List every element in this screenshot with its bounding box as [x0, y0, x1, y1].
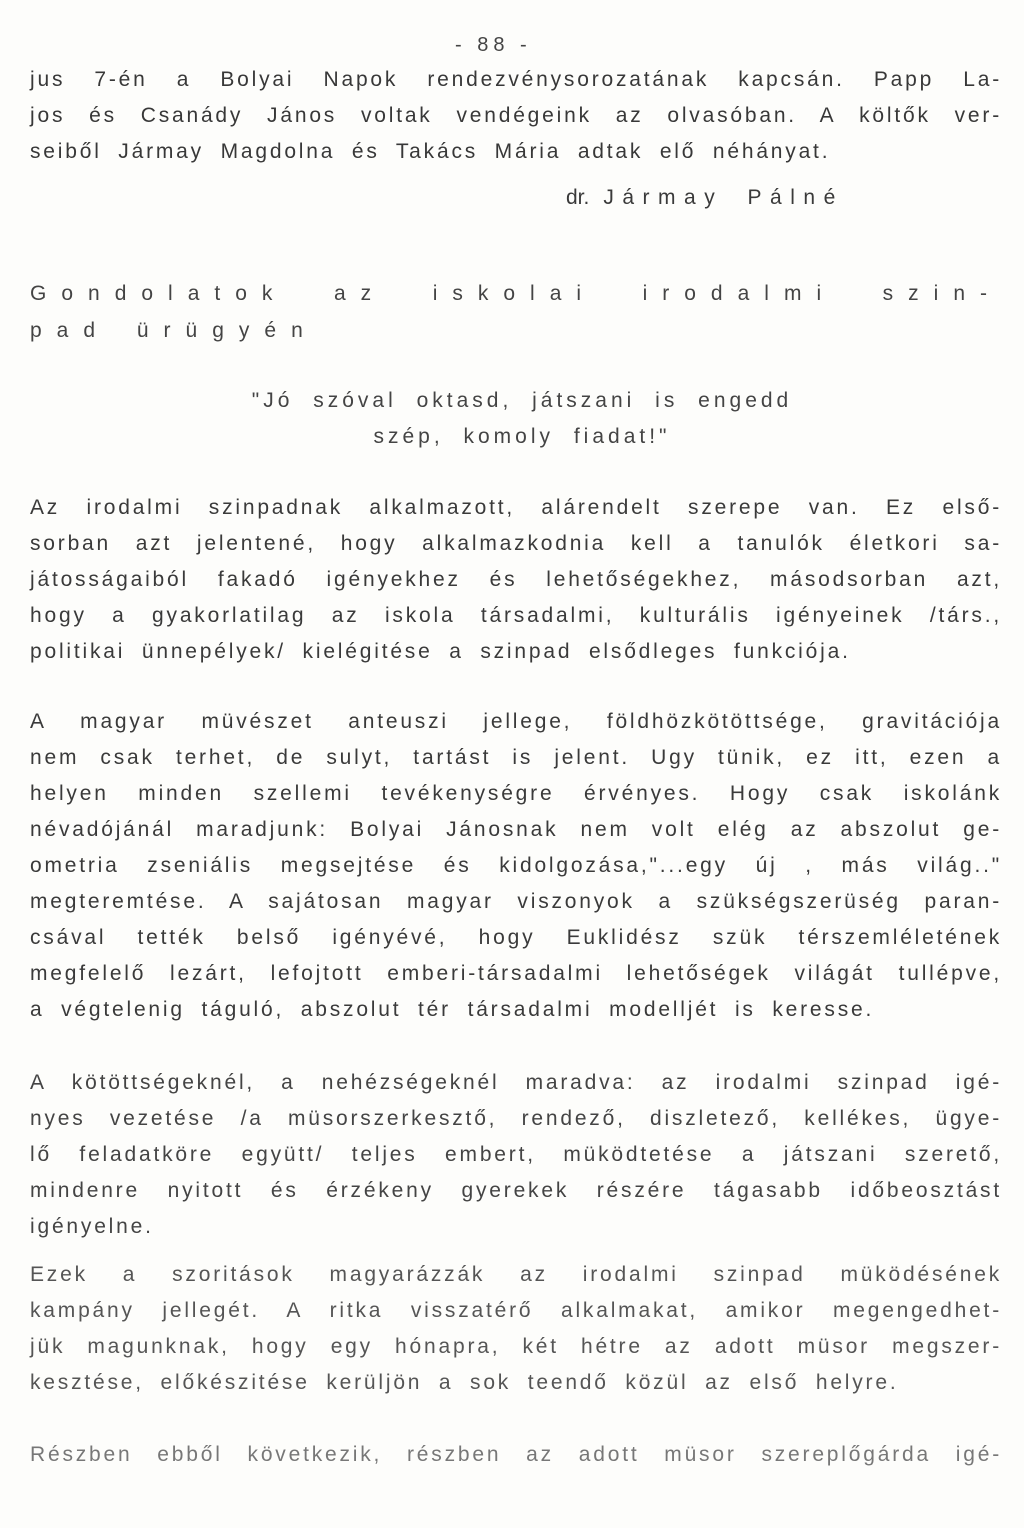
motto-quote: [22, 383, 1022, 455]
text-line: sorban azt jelentené, hogy alkalmazkodnia kell a tanulók életkori sa-: [30, 532, 1002, 555]
text-line: jus 7-én a Bolyai Napok rendezvénysorozatának kapcsán. Papp La-: [30, 68, 1002, 91]
text-line: megteremtése. A sajátosan magyar viszonyok a szükségszerüség paran-: [30, 890, 1002, 913]
paragraph: [30, 1437, 1002, 1473]
text-line: a végtelenig táguló, abszolut tér társadalmi modelljét is keresse.: [30, 998, 875, 1021]
text-line: csával tették belső igényévé, hogy Euklidész szük térszemléletének: [30, 926, 1002, 949]
text-line: kampány jellegét. A ritka visszatérő alkalmakat, amikor megengedhet-: [30, 1299, 1002, 1322]
text-line: megfelelő lezárt, lefojtott emberi-társadalmi lehetőségek világát tullépve,: [30, 962, 1002, 985]
text-line: Részben ebből következik, részben az adott müsor szereplőgárda igé-: [30, 1443, 1002, 1466]
text-line: ometria zseniális megsejtése és kidolgozása,"...egy új , más világ..": [30, 854, 1002, 877]
signature-name: Jármay Pálné: [603, 186, 844, 209]
motto-line: "Jó szóval oktasd, játszani is engedd: [251, 389, 793, 412]
signature-prefix: dr.: [566, 186, 590, 209]
signature: [566, 180, 844, 216]
text-line: játosságaiból fakadó igényekhez és lehetőségekhez, másodsorban azt,: [30, 568, 1002, 591]
page-number: - 88 -: [455, 34, 532, 56]
text-line: A kötöttségeknél, a nehézségeknél maradva: az irodalmi szinpad igé-: [30, 1071, 1002, 1094]
text-line: lő feladatköre együtt/ teljes embert, müködtetése a játszani szerető,: [30, 1143, 1002, 1166]
text-line: Ezek a szoritások magyarázzák az irodalmi szinpad müködésének: [30, 1263, 1002, 1286]
intro-paragraph: [30, 62, 1002, 170]
paragraph: [30, 490, 1002, 670]
text-line: politikai ünnepélyek/ kielégitése a szinpad elsődleges funkciója.: [30, 640, 851, 663]
text-line: helyen minden szellemi tevékenységre érvényes. Hogy csak iskolánk: [30, 782, 1002, 805]
text-line: nyes vezetése /a müsorszerkesztő, rendező, diszletező, kellékes, ügye-: [30, 1107, 1002, 1130]
motto-line: szép, komoly fiadat!": [373, 425, 671, 448]
text-line: jos és Csanády János voltak vendégeink az olvasóban. A költők ver-: [30, 104, 1002, 127]
title-line: Gondolatok az iskolai irodalmi szin-: [30, 282, 1002, 305]
section-title: [30, 275, 1002, 349]
text-line: névadójánál maradjunk: Bolyai Jánosnak nem volt elég az abszolut ge-: [30, 818, 1002, 841]
text-line: kesztése, előkészitése kerüljön a sok teendő közül az első helyre.: [30, 1371, 899, 1394]
text-line: hogy a gyakorlatilag az iskola társadalmi, kulturális igényeinek /társ.,: [30, 604, 1002, 627]
text-line: nem csak terhet, de sulyt, tartást is jelent. Ugy tünik, ez itt, ezen a: [30, 746, 1002, 769]
text-line: Az irodalmi szinpadnak alkalmazott, alárendelt szerepe van. Ez első-: [30, 496, 1002, 519]
title-line: pad ürügyén: [30, 319, 318, 342]
paragraph: [30, 1257, 1002, 1401]
paragraph: [30, 704, 1002, 1028]
text-line: igényelne.: [30, 1215, 154, 1238]
text-line: A magyar müvészet anteuszi jellege, földhözkötöttsége, gravitációja: [30, 710, 1002, 733]
paragraph: [30, 1065, 1002, 1245]
text-line: jük magunknak, hogy egy hónapra, két hétre az adott müsor megszer-: [30, 1335, 1002, 1358]
text-line: mindenre nyitott és érzékeny gyerekek részére tágasabb időbeosztást: [30, 1179, 1002, 1202]
text-line: seiből Jármay Magdolna és Takács Mária adtak elő néhányat.: [30, 140, 831, 163]
